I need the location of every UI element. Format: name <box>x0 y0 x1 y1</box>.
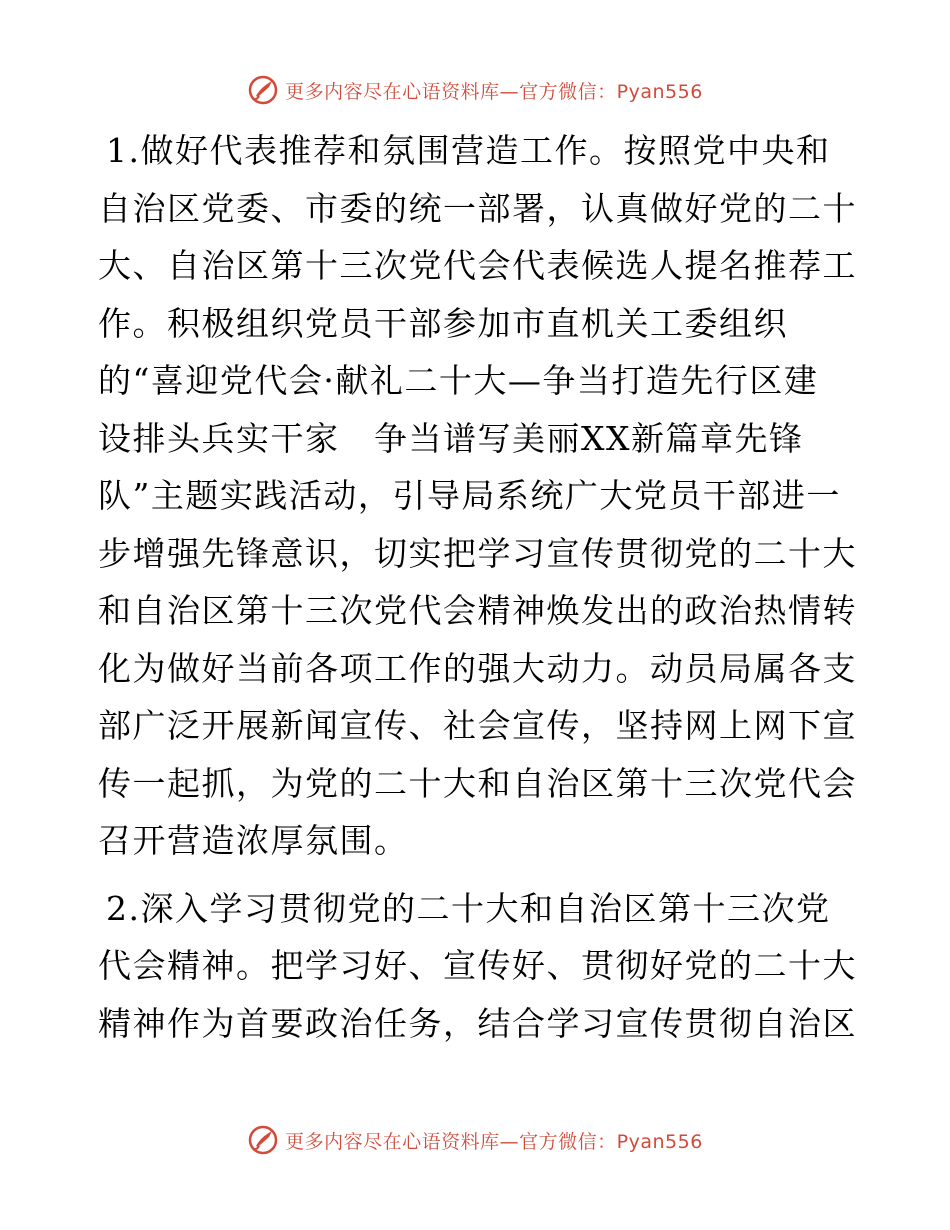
paragraph-line: 传一起抓，为党的二十大和自治区第十三次党代会 <box>98 763 857 803</box>
paragraph-line: 的“喜迎党代会·献礼二十大—争当打造先行区建 <box>98 361 819 400</box>
paragraph-line: 2.深入学习贯彻党的二十大和自治区第十三次党 <box>106 888 831 928</box>
brush-pen-logo-icon <box>247 1124 279 1156</box>
document-body <box>98 122 858 1052</box>
brush-pen-logo-icon <box>247 74 279 106</box>
paragraph-line: 设排头兵实干家 争当谱写美丽XX新篇章先锋 <box>98 418 804 458</box>
paragraph-line: 化为做好当前各项工作的强大动力。动员局属各支 <box>98 648 857 688</box>
paragraph-line: 精神作为首要政治任务，结合学习宣传贯彻自治区 <box>98 1003 857 1043</box>
paragraph-line: 大、自治区第十三次党代会代表候选人提名推荐工 <box>98 246 857 285</box>
paragraph-line: 1.做好代表推荐和氛围营造工作。按照党中央和 <box>106 131 831 170</box>
paragraph-line: 代会精神。把学习好、宣传好、贯彻好党的二十大 <box>98 946 857 985</box>
paragraph-line: 步增强先锋意识，切实把学习宣传贯彻党的二十大 <box>98 533 857 573</box>
paragraph-line: 队”主题实践活动，引导局系统广大党员干部进一 <box>98 476 841 515</box>
paragraph-1 <box>98 122 858 870</box>
paragraph-2 <box>98 880 858 1053</box>
watermark-text: 更多内容尽在心语资料库—官方微信：Pyan556 <box>285 80 703 103</box>
watermark-text: 更多内容尽在心语资料库—官方微信：Pyan556 <box>285 1130 703 1153</box>
paragraph-line: 和自治区第十三次党代会精神焕发出的政治热情转 <box>98 591 857 630</box>
footer-watermark <box>0 1120 950 1160</box>
paragraph-line: 部广泛开展新闻宣传、社会宣传，坚持网上网下宣 <box>98 706 857 745</box>
paragraph-line: 作。积极组织党员干部参加市直机关工委组织 <box>98 303 788 343</box>
header-watermark <box>0 70 950 110</box>
paragraph-line: 召开营造浓厚氛围。 <box>98 821 409 860</box>
paragraph-line: 自治区党委、市委的统一部署，认真做好党的二十 <box>98 188 857 228</box>
